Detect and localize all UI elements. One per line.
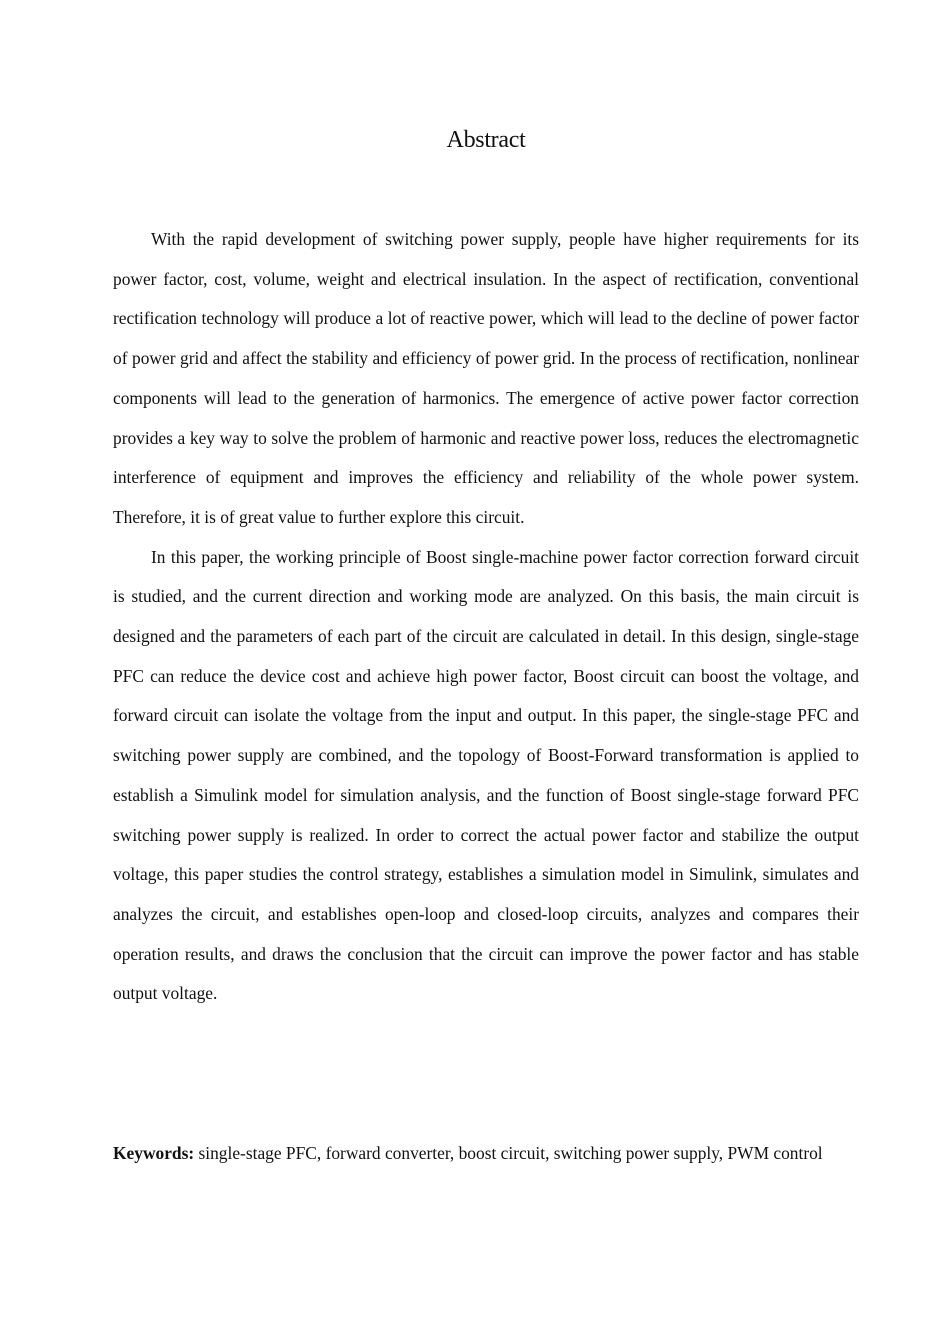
page-title: Abstract	[446, 127, 526, 153]
keywords-label: Keywords:	[113, 1143, 195, 1163]
abstract-paragraph-1: With the rapid development of switching power supply, people have higher requirements for its power factor, cost, volume, weight and electrical insulation. In the aspect of rectification, conventional rectification technology will produce a lot of reactive power, which will lead to the decline of power factor of power grid and affect the stability and efficiency of power grid. In the process of rectification, nonlinear components will lead to the generation of harmonics. The emergence of active power factor correction provides a key way to solve the problem of harmonic and reactive power loss, reduces the electromagnetic interference of equipment and improves the efficiency and reliability of the whole power system. Therefore, it is of great value to further explore this circuit.	[113, 229, 859, 527]
abstract-body	[113, 220, 859, 1014]
abstract-paragraph-2: In this paper, the working principle of Boost single-machine power factor correction forward circuit is studied, and the current direction and working mode are analyzed. On this basis, the main circuit is designed and the parameters of each part of the circuit are calculated in detail. In this design, single-stage PFC can reduce the device cost and achieve high power factor, Boost circuit can boost the voltage, and forward circuit can isolate the voltage from the input and output. In this paper, the single-stage PFC and switching power supply are combined, and the topology of Boost-Forward transformation is applied to establish a Simulink model for simulation analysis, and the function of Boost single-stage forward PFC switching power supply is realized. In order to correct the actual power factor and stabilize the output voltage, this paper studies the control strategy, establishes a simulation model in Simulink, simulates and analyzes the circuit, and establishes open-loop and closed-loop circuits, analyzes and compares their operation results, and draws the conclusion that the circuit can improve the power factor and has stable output voltage.	[113, 546, 859, 1004]
keywords-text: single-stage PFC, forward converter, boost circuit, switching power supply, PWM control	[198, 1143, 823, 1163]
keywords-line	[113, 1134, 859, 1174]
